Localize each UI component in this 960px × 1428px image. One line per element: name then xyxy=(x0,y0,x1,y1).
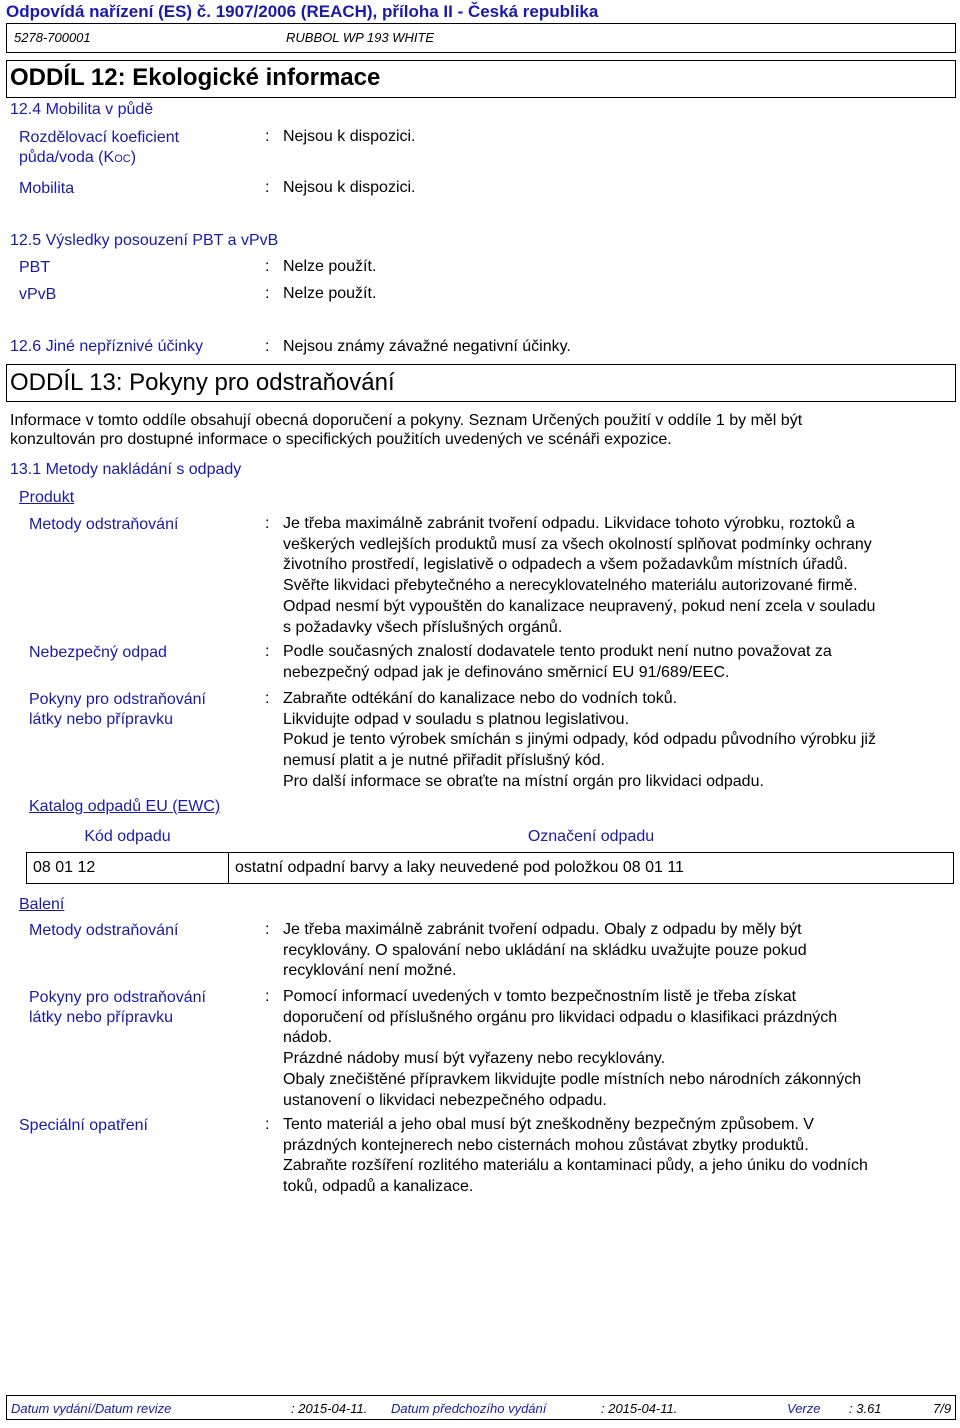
hazardous-waste-label: Nebezpečný odpad xyxy=(29,644,167,661)
packaging-heading: Balení xyxy=(19,896,65,913)
ewc-code-cell: 08 01 12 xyxy=(27,853,229,884)
text-line: recyklování není možné. xyxy=(283,962,457,980)
text-line: Je třeba maximálně zabránit tvoření odpadu. Obaly z odpadu by měly být xyxy=(283,921,802,938)
page-footer xyxy=(6,1395,956,1420)
ewc-description-cell: ostatní odpadní barvy a laky neuvedené pod položkou 08 01 11 xyxy=(229,853,954,884)
packaging-disposal-colon: : xyxy=(265,921,270,938)
product-header-bar xyxy=(6,23,956,53)
koc-value: Nejsou k dispozici. xyxy=(283,128,416,145)
text-line: životního prostředí, legislativě o odpadech a všem požadavkům místních úřadů. xyxy=(283,556,848,574)
text-line: s požadavky všech příslušných orgánů. xyxy=(283,618,563,636)
koc-label xyxy=(19,128,249,169)
hazardous-waste-colon: : xyxy=(265,643,270,660)
pbt-heading: 12.5 Výsledky posouzení PBT a vPvB xyxy=(10,232,279,249)
packaging-instructions-label xyxy=(29,988,259,1028)
mobility-colon: : xyxy=(265,179,270,196)
vpvb-value: Nelze použít. xyxy=(283,285,377,302)
other-effects-value: Nejsou známy závažné negativní účinky. xyxy=(283,338,571,355)
methods-heading: 13.1 Metody nakládání s odpady xyxy=(10,461,242,478)
text-line: Podle současných znalostí dodavatele tento produkt není nutno považovat za xyxy=(283,643,832,660)
special-precautions-colon: : xyxy=(265,1116,270,1133)
text-line: Pokud je tento výrobek smíchán s jinými odpady, kód odpadu původního výrobku již xyxy=(283,731,876,749)
text-line: Zabraňte odtékání do kanalizace nebo do vodních toků. xyxy=(283,690,678,707)
text-line: toků, odpadů a kanalizace. xyxy=(283,1178,474,1196)
version-label: Verze xyxy=(787,1401,821,1416)
previous-date-value: : 2015-04-11. xyxy=(601,1401,678,1416)
special-precautions-text xyxy=(283,1115,953,1198)
text-line: nemusí platit a je nutné přiřadit příslušný kód. xyxy=(283,752,605,770)
section-12-title: ODDÍL 12: Ekologické informace xyxy=(10,64,381,91)
issue-date-label: Datum vydání/Datum revize xyxy=(11,1401,172,1416)
product-heading: Produkt xyxy=(19,489,75,506)
text-line: Svěřte likvidaci přebytečného a nerecyklovatelného materiálu autorizované firmě. xyxy=(283,577,858,595)
product-disposal-colon: : xyxy=(265,515,270,532)
packaging-disposal-label: Metody odstraňování xyxy=(29,922,179,939)
text-line: Obaly znečištěné přípravkem likvidujte podle místních nebo národních zákonných xyxy=(283,1070,862,1088)
product-disposal-label: Metody odstraňování xyxy=(29,516,179,533)
other-effects-colon: : xyxy=(265,338,270,355)
regulation-header: Odpovídá nařízení (ES) č. 1907/2006 (REACH), příloha II - Česká republika xyxy=(6,2,599,21)
vpvb-label: vPvB xyxy=(19,286,57,303)
issue-date-value: : 2015-04-11. xyxy=(291,1401,368,1416)
ewc-header-description: Označení odpadu xyxy=(229,822,954,853)
text-line: recyklovány. O spalování nebo ukládání na skládku uvažujte pouze pokud xyxy=(283,941,807,959)
text-line: Tento materiál a jeho obal musí být zneškodněny bezpečným způsobem. V xyxy=(283,1116,814,1133)
text-line: nádob. xyxy=(283,1029,332,1047)
koc-label-suffix: ) xyxy=(130,149,137,166)
page-number: 7/9 xyxy=(933,1401,952,1416)
mobility-heading: 12.4 Mobilita v půdě xyxy=(10,101,154,118)
text-line: Odpad nesmí být vypouštěn do kanalizace neupravený, pokud není zcela v souladu xyxy=(283,597,876,615)
koc-label-line1: Rozdělovací koeficient xyxy=(19,129,180,146)
pbt-label: PBT xyxy=(19,259,51,276)
section-13-title: ODDÍL 13: Pokyny pro odstraňování xyxy=(10,369,395,396)
text-line: Prázdné nádoby musí být vyřazeny nebo recyklovány. xyxy=(283,1050,666,1068)
special-precautions-label: Speciální opatření xyxy=(19,1117,148,1134)
koc-label-subscript: OC xyxy=(114,153,131,165)
pbt-value: Nelze použít. xyxy=(283,258,377,275)
koc-colon: : xyxy=(265,128,270,145)
product-instructions-label xyxy=(29,690,259,730)
label-line: Pokyny pro odstraňování xyxy=(29,989,206,1006)
table-row xyxy=(27,853,954,884)
label-line: látky nebo přípravku xyxy=(29,711,174,728)
ewc-header-row xyxy=(27,822,954,853)
product-instructions-colon: : xyxy=(265,690,270,707)
text-line: doporučení od příslušného orgánu pro likvidaci odpadu o klasifikaci prázdných xyxy=(283,1008,838,1026)
text-line: nebezpečný odpad jak je definováno směrnicí EU 91/689/EEC. xyxy=(283,663,730,681)
version-value: : 3.61 xyxy=(849,1401,882,1416)
section-13-intro xyxy=(10,411,950,449)
packaging-instructions-colon: : xyxy=(265,988,270,1005)
other-effects-heading: 12.6 Jiné nepříznivé účinky xyxy=(10,338,203,355)
previous-date-label: Datum předchozího vydání xyxy=(391,1401,547,1416)
product-instructions-text xyxy=(283,689,953,793)
text-line: Je třeba maximálně zabránit tvoření odpadu. Likvidace tohoto výrobku, roztoků a xyxy=(283,515,855,532)
ewc-table xyxy=(26,822,954,884)
koc-label-line2: půda/voda (K xyxy=(19,149,115,166)
mobility-label: Mobilita xyxy=(19,180,75,197)
text-line: veškerých vedlejších produktů musí za všech okolností splňovat podmínky ochrany xyxy=(283,535,872,553)
intro-line-1: Informace v tomto oddíle obsahují obecná doporučení a pokyny. Seznam Určených použití v oddíle 1 by měl být xyxy=(10,412,803,429)
text-line: Pomocí informací uvedených v tomto bezpečnostním listě je třeba získat xyxy=(283,988,797,1005)
ewc-header-code: Kód odpadu xyxy=(27,822,229,853)
packaging-disposal-text xyxy=(283,920,953,982)
text-line: Pro další informace se obraťte na místní orgán pro likvidaci odpadu. xyxy=(283,772,764,790)
label-line: látky nebo přípravku xyxy=(29,1009,174,1026)
text-line: Zabraňte rozšíření rozlitého materiálu a kontaminaci půdy, a jeho úniku do vodních xyxy=(283,1157,868,1175)
label-line: Pokyny pro odstraňování xyxy=(29,691,206,708)
vpvb-colon: : xyxy=(265,285,270,302)
pbt-colon: : xyxy=(265,258,270,275)
mobility-value: Nejsou k dispozici. xyxy=(283,179,416,196)
product-code: 5278-700001 xyxy=(14,30,91,45)
product-disposal-text xyxy=(283,514,953,638)
text-line: Likvidujte odpad v souladu s platnou legislativou. xyxy=(283,710,630,728)
ewc-label: Katalog odpadů EU (EWC) xyxy=(29,798,221,815)
hazardous-waste-text xyxy=(283,642,953,683)
text-line: prázdných kontejnerech nebo cisternách mohou zůstávat zbytky produktů. xyxy=(283,1136,809,1154)
text-line: ustanovení o likvidaci nebezpečného odpadu. xyxy=(283,1091,607,1109)
intro-line-2: konzultován pro dostupné informace o specifických použitích uvedených ve scénáři expozice. xyxy=(10,431,672,448)
packaging-instructions-text xyxy=(283,987,953,1111)
product-name: RUBBOL WP 193 WHITE xyxy=(286,30,435,45)
